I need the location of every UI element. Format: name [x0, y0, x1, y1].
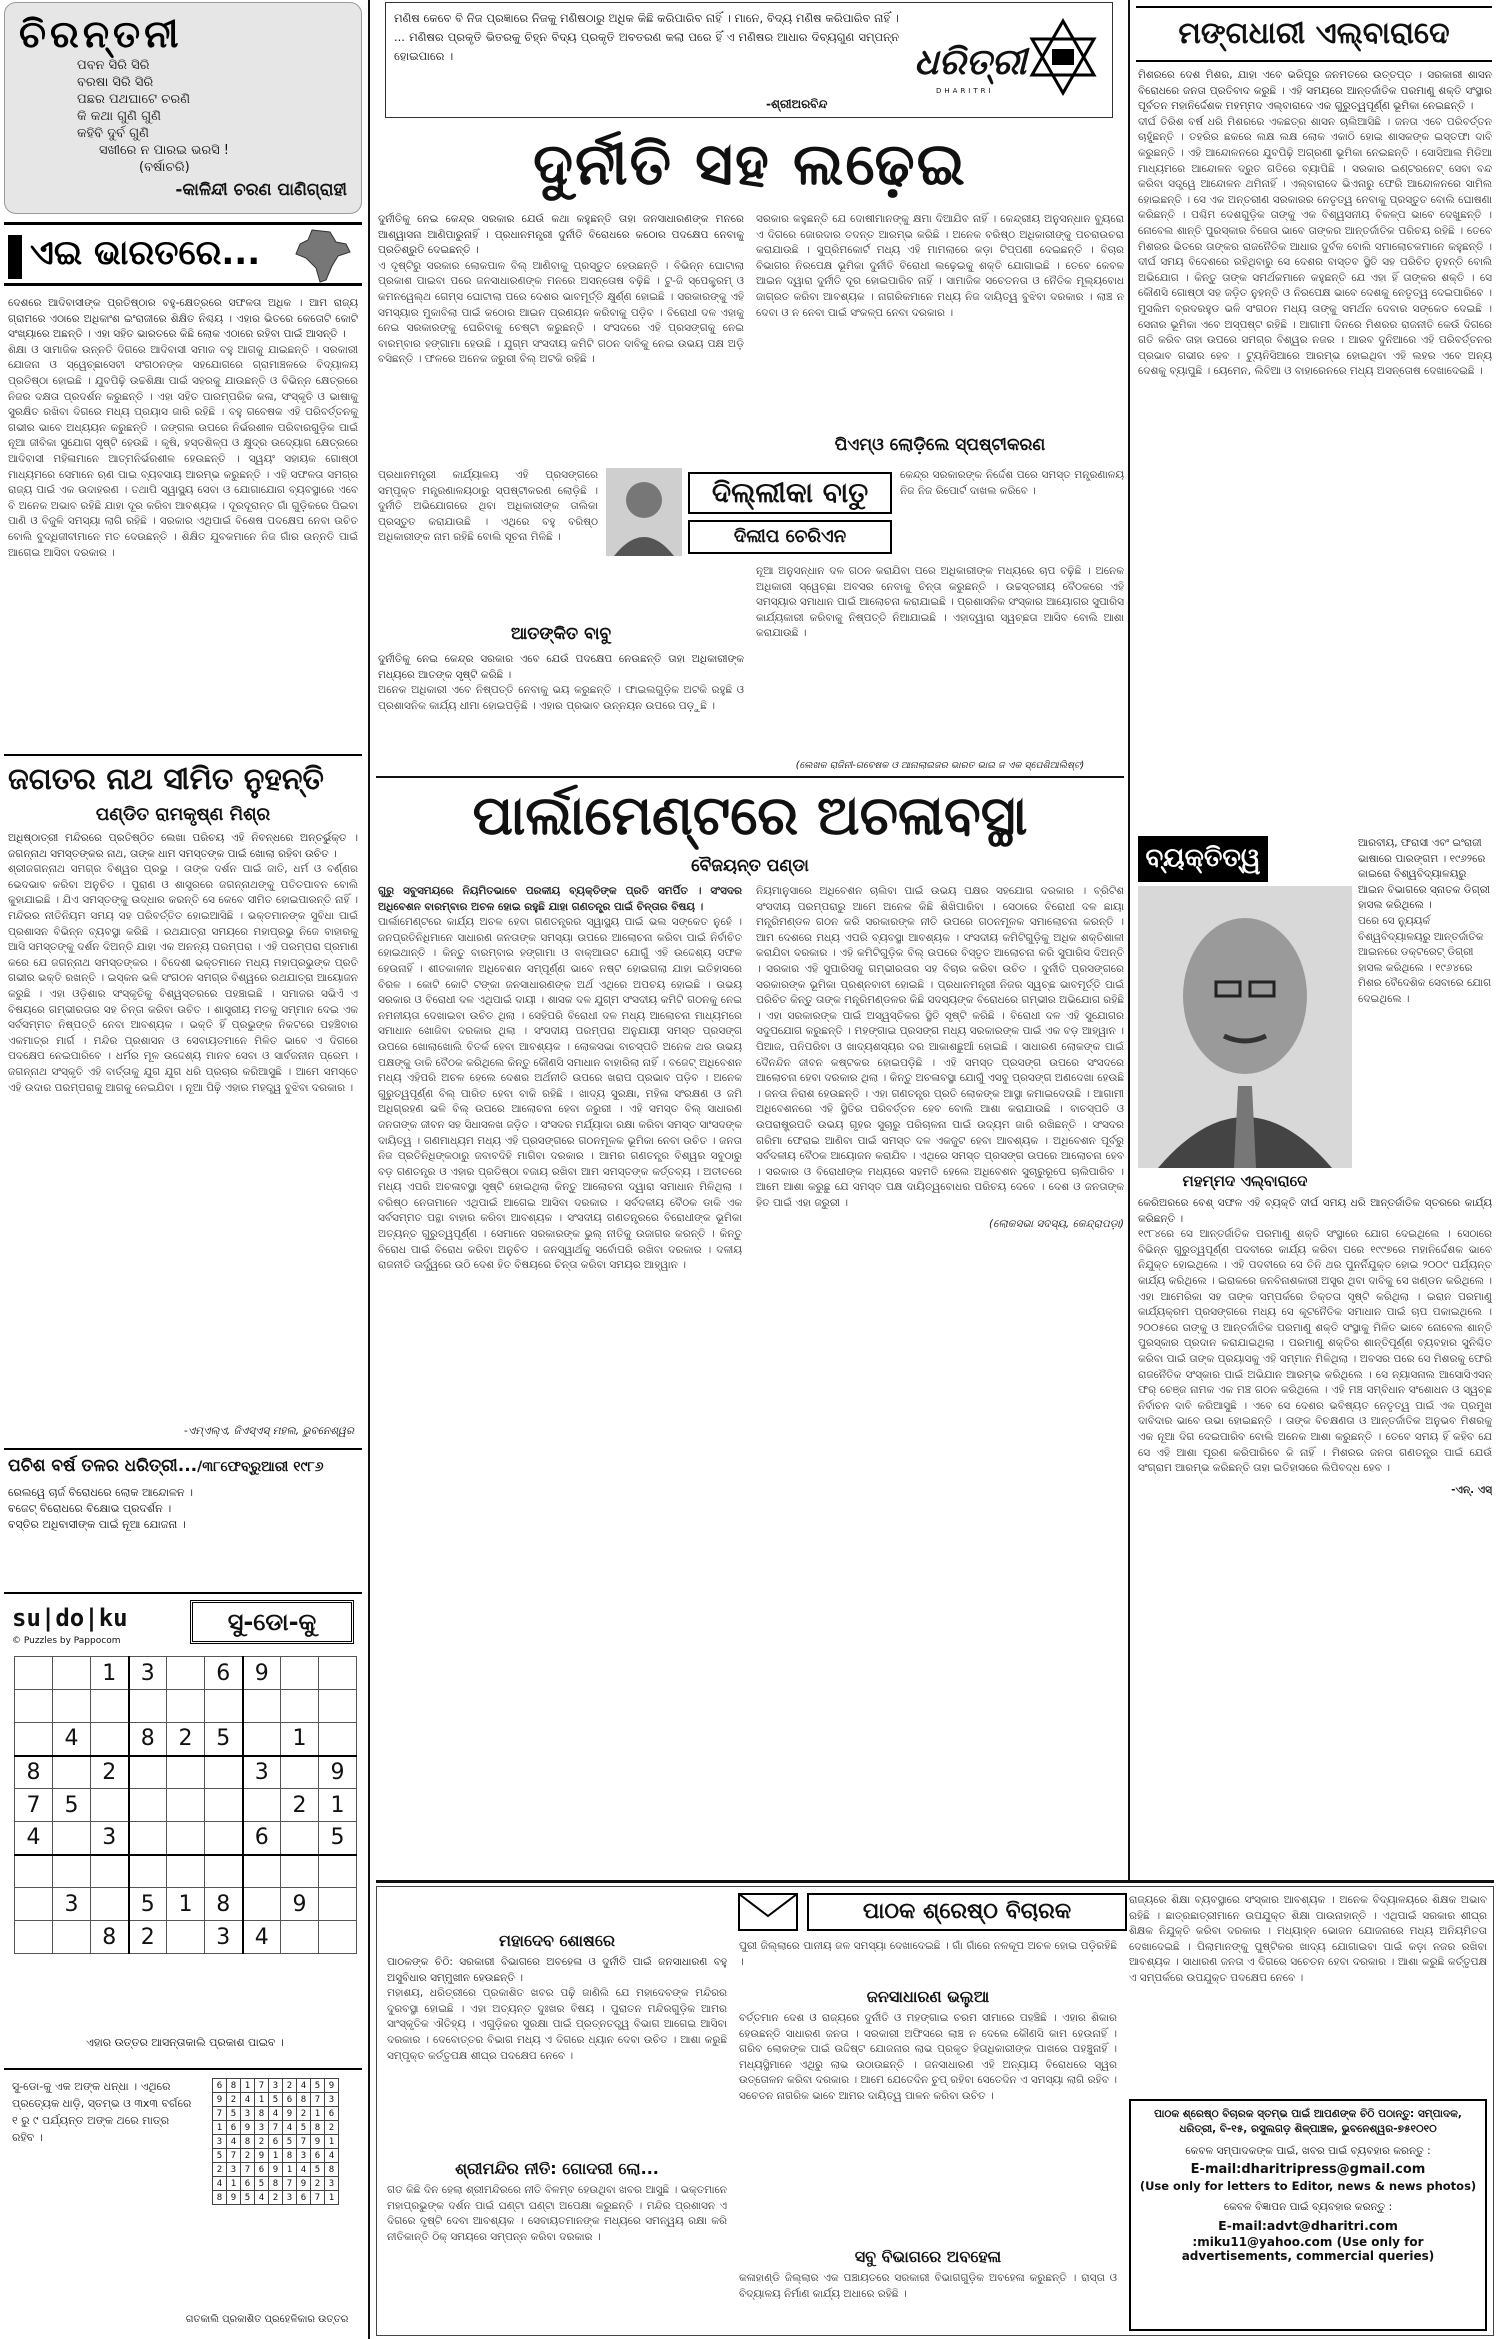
person-label: ବ୍ୟକ୍ତିତ୍ୱ [1145, 843, 1261, 873]
sudoku-cell: 2 [129, 1921, 167, 1954]
paper-sub: DHARITRI [936, 87, 994, 95]
person-side [1358, 836, 1492, 1192]
quote-line: ପବନ ସିରି ସିରି [77, 58, 150, 73]
quote-line: କହିବି ଦୁର୍ବ ଗୁଣି [77, 126, 149, 141]
right-sig: -ଏନ୍. ଏସ୍ [1451, 1483, 1492, 1496]
sudoku-cell [15, 1855, 53, 1888]
sudoku-cell [167, 1657, 205, 1690]
subhead-2 [378, 620, 744, 648]
sudoku-cell: 7 [297, 2135, 311, 2149]
left-section-title: ଏଇ ଭାରତରେ... [30, 233, 261, 273]
filler-text: ଶିକ୍ଷା ଓ ସାମାଜିକ ଉନ୍ନତି ଦିଗରେ ଆଦିବାସୀ ସମାଜ ବହୁ ଆଗକୁ ଯାଇଛନ୍ତି । ସରକାରୀ ଯୋଜନା ଓ ସ୍ୱେଚ୍ଛାସେବୀ ସଂଗଠନଙ୍କ ସହଯୋଗରେ ଗ୍ରାମାଞ୍ଚଳରେ ବିଦ୍ୟାଳୟ ପ୍ରତିଷ୍ଠା ହୋଇଛି । ଯୁବପିଢ଼ି ଉଚ୍ଚଶିକ୍ଷା ପାଇଁ ସହରକୁ ଯାଉଛନ୍ତି ଓ ବିଭିନ୍ନ କ୍ଷେତ୍ରରେ ନିଜର ଦକ୍ଷତା ପ୍ରଦର୍ଶନ କରୁଛନ୍ତି । ଏହା ସହିତ ପାରମ୍ପରିକ କଳା, ସଂସ୍କୃତି ଓ ଭାଷାକୁ ସୁରକ୍ଷିତ ରଖିବା ଦିଗରେ ମଧ୍ୟ ପ୍ରୟାସ ଜାରି ରହିଛି । ବହୁ ଗବେଷକ ଏହି ପରିବର୍ତ୍ତନକୁ ଗଭୀର ଭାବେ ଅଧ୍ୟୟନ କରୁଛନ୍ତି । ଜଙ୍ଗଲ ଉପରେ ନିର୍ଭରଶୀଳ ପରିବାରଗୁଡ଼ିକ ପାଇଁ ନୂଆ ଜୀବିକା ସୁଯୋଗ ସୃଷ୍ଟି ହେଉଛି । କୃଷି, ହସ୍ତଶିଳ୍ପ ଓ କ୍ଷୁଦ୍ର ଉଦ୍ୟୋଗ କ୍ଷେତ୍ରରେ ଆଦିବାସୀ ମହିଳାମାନେ ଆତ୍ମନିର୍ଭରଶୀଳ ହେଉଛନ୍ତି । ସ୍ୱୟଂ ସହାୟକ ଗୋଷ୍ଠୀ ମାଧ୍ୟମରେ ସେମାନେ ଋଣ ପାଇ ବ୍ୟବସାୟ ଆରମ୍ଭ କରୁଛନ୍ତି । ଏହି ସଫଳତା ସମଗ୍ର ରାଜ୍ୟ ପାଇଁ ଏକ ଉଦାହରଣ । ତଥାପି ସ୍ୱାସ୍ଥ୍ୟ ସେବା ଓ ଯୋଗାଯୋଗ ବ୍ୟବସ୍ଥାରେ ଏବେ ବି ଅନେକ ଅଭାବ ରହିଛି ଯାହା ଦୂର କରିବା ଆବଶ୍ୟକ । ଦୂରଦୂରାନ୍ତ ଗାଁ ଗୁଡ଼ିକରେ ପିଇବା ପାଣି ଓ ବିଜୁଳି ସମସ୍ୟା ଲାଗି ରହିଛି । ସରକାର ଏଥିପାଇଁ ବିଶେଷ ପଦକ୍ଷେପ ନେବା ଉଚିତ ବୋଲି ବୁଦ୍ଧିଜୀବୀମାନେ ମତ ଦେଉଛନ୍ତି । ଶିକ୍ଷିତ ଯୁବକମାନେ ନିଜ ଗାଁର ଉନ୍ନତି ପାଇଁ ଆଗେଇ ଆସିବା ଦରକାର । [8, 343, 358, 559]
contact-box [1129, 2099, 1487, 2331]
filler-text: ଶ୍ରୀଜଗନ୍ନାଥ ସମଗ୍ର ବିଶ୍ୱର ପ୍ରଭୁ । ତାଙ୍କ ଦର୍ଶନ ପାଇଁ ଜାତି, ଧର୍ମ ଓ ବର୍ଣ୍ଣର ଭେଦଭାବ କରିବା ଅନୁଚିତ । ପୁରାଣ ଓ ଶାସ୍ତ୍ରରେ ଜଗନ୍ନାଥଙ୍କୁ ପତିତପାବନ ବୋଲି କୁହାଯାଇଛି । ଯିଏ ସମସ୍ତଙ୍କୁ ଉଦ୍ଧାର କରନ୍ତି ସେ କେବେ ସୀମିତ ହୋଇପାରନ୍ତି ନାହିଁ । ମନ୍ଦିରର ନୀତିନିୟମ ସମୟ ସହ ପରିବର୍ତ୍ତିତ ହୋଇଆସିଛି । ଭକ୍ତମାନଙ୍କ ସୁବିଧା ପାଇଁ ପ୍ରଶାସନ ବିଭିନ୍ନ ବ୍ୟବସ୍ଥା କରିଛି । ରଥଯାତ୍ରା ସମୟରେ ମହାପ୍ରଭୁ ନିଜେ ବାହାରକୁ ଆସି ସମସ୍ତଙ୍କୁ ଦର୍ଶନ ଦିଅନ୍ତି ଯାହା ଏକ ଅନନ୍ୟ ପରମ୍ପରା । ଏହି ପରମ୍ପରା ପ୍ରମାଣ କରେ ଯେ ଜଗନ୍ନାଥ ସମସ୍ତଙ୍କର । ବିଦେଶୀ ଭକ୍ତମାନେ ମଧ୍ୟ ମହାପ୍ରଭୁଙ୍କ ପ୍ରତି ଗଭୀର ଭକ୍ତି ରଖନ୍ତି । ଇସ୍କନ ଭଳି ସଂଗଠନ ସମଗ୍ର ବିଶ୍ୱରେ ରଥଯାତ୍ରା ଆୟୋଜନ କରୁଛି । ଏହା ଓଡ଼ିଶାର ସଂସ୍କୃତିକୁ ବିଶ୍ୱସ୍ତରରେ ପହଞ୍ଚାଇଛି । ସମାଜର ସଭିଏଁ ଏ ବିଷୟରେ ଗମ୍ଭୀରତାର ସହ ଚିନ୍ତା କରିବା ଉଚିତ । ଶାସ୍ତ୍ରୀୟ ମତକୁ ସମ୍ମାନ ଦେଇ ଏକ ସର୍ବସମ୍ମତ ନିଷ୍ପତ୍ତି ନେବା ଆବଶ୍ୟକ । ଭକ୍ତି ହିଁ ପ୍ରଭୁଙ୍କ ନିକଟରେ ପହଞ୍ଚିବାର ଏକମାତ୍ର ମାର୍ଗ । ମନ୍ଦିର ପ୍ରଶାସନ ଓ ସେବାୟତମାନେ ମିଳିତ ଭାବେ ଏ ଦିଗରେ ପଦକ୍ଷେପ ନେଇପାରିବେ । ଧର୍ମର ମୂଳ ଉଦ୍ଦେଶ୍ୟ ମାନବ ସେବା ଓ ସାର୍ବଜନୀନ ପ୍ରେମ । ଜଗନ୍ନାଥ ସଂସ୍କୃତି ଏହି ବାର୍ତ୍ତାକୁ ଯୁଗ ଯୁଗ ଧରି ପ୍ରଚାର କରିଆସୁଛି । ଆମେ ସମସ୍ତେ ଏହି ଉଦାର ପରମ୍ପରାକୁ ଆଗକୁ ନେଇଯିବା । ନୂଆ ପିଢ଼ି ଏହାର ମହତ୍ତ୍ୱ ବୁଝିବା ଦରକାର । [8, 863, 358, 1094]
center-col-5 [378, 652, 744, 762]
sudoku-cell: 1 [269, 2149, 283, 2163]
sudoku-cell: 1 [325, 2191, 339, 2205]
sudoku-cell: 3 [205, 1921, 243, 1954]
letters-header [737, 1889, 1137, 1935]
letter-3-body-2 [739, 2011, 1117, 2241]
paper-name: ଧରିତ୍ରୀ [914, 41, 1027, 83]
right-body-lower-text: କେରିଅରରେ ବେଶ୍ ସଫଳ ଏହି ବ୍ୟକ୍ତି ଦୀର୍ଘ ସମୟ ଧରି ଆନ୍ତର୍ଜାତିକ ସ୍ତରରେ କାର୍ଯ୍ୟ କରିଛନ୍ତି । [1138, 1197, 1492, 1225]
sudoku-cell: 9 [241, 2121, 255, 2135]
right-body [1138, 68, 1492, 828]
sudoku-cell: 3 [227, 2163, 241, 2177]
sudoku-cell: 6 [269, 2135, 283, 2149]
sudoku-cell [281, 1756, 319, 1789]
sudoku-cell [243, 1789, 281, 1822]
body-2-text: ଗୁରୁ ସବୁସମୟରେ ନିୟମିତଭାବେ ପରକୀୟ ବ୍ୟକ୍ତିଙ୍କ ପ୍ରତି ସମର୍ପିତ । ସଂସଦର ଅଧିବେଶନ ବାରମ୍ବାର ଅଚଳ ହୋଇ ରହୁଛି ଯାହା ଗଣତନ୍ତ୍ର ପାଇଁ ଚିନ୍ତାର ବିଷୟ । [378, 885, 742, 913]
sudoku-cell: 9 [325, 2079, 339, 2093]
headline-1-text: ଦୁର୍ନୀତି ସହ ଲଢ଼େଇ [533, 130, 967, 198]
filler-text: ଅନେକ ଅଧିକାରୀ ଏବେ ନିଷ୍ପତ୍ତି ନେବାକୁ ଭୟ କରୁଛନ୍ତି । ଫାଇଲଗୁଡ଼ିକ ଅଟକି ରହୁଛି ଓ ପ୍ରଶାସନିକ କାର୍ଯ୍ୟ ଧୀମା ହୋଇପଡ଼ିଛି । ଏହାର ପ୍ରଭାବ ଉନ୍ନୟନ ଉପରେ ପଡ଼ୁଛି । [378, 684, 744, 712]
filler-text: ରାଜ୍ୟରେ ଶିକ୍ଷା ବ୍ୟବସ୍ଥାରେ ସଂସ୍କାର ଆବଶ୍ୟକ । ଅନେକ ବିଦ୍ୟାଳୟରେ ଶିକ୍ଷକ ଅଭାବ ରହିଛି । ଛାତ୍ରଛାତ୍ରୀମାନେ ଉପଯୁକ୍ତ ଶିକ୍ଷା ପାଉନାହାନ୍ତି । ଏଥିପାଇଁ ସରକାର ଶୀଘ୍ର ଶିକ୍ଷକ ନିଯୁକ୍ତି କରିବା ଦରକାର । ମଧ୍ୟାହ୍ନ ଭୋଜନ ଯୋଜନାରେ ମଧ୍ୟ ଅନିୟମିତତା ଦେଖାଦେଇଛି । ପିଲାମାନଙ୍କୁ ପୁଷ୍ଟିକର ଖାଦ୍ୟ ଯୋଗାଇବା ପାଇଁ କଡ଼ା ନଜର ରଖିବା ଆବଶ୍ୟକ । ସାଧାରଣ ଜନତା ଏ ଦିଗରେ ସଚେତନ ହେବା ଦରକାର । ଆଶା କରୁଛି କର୍ତ୍ତୃପକ୍ଷ ଏ ସମ୍ପର୍କରେ ଉପଯୁକ୍ତ ପଦକ୍ଷେପ ନେବେ । [1129, 1894, 1487, 1984]
letters-section [376, 1886, 1494, 2336]
sudoku-cell: 1 [281, 1723, 319, 1756]
contact-email-1[interactable]: E-mail:dharitripress@gmail.com [1190, 2162, 1426, 2177]
column-rule [1128, 0, 1130, 1880]
sudoku-cell: 7 [311, 2191, 325, 2205]
column-title: ଦିଲ୍ଲୀକା ବାତୁ [688, 472, 892, 514]
sudoku-solution-grid [212, 2078, 339, 2205]
sudoku-cell: 2 [297, 2107, 311, 2121]
left-article-1-text: ଦେଶରେ ଆଦିବାସୀଙ୍କ ପ୍ରତିଷ୍ଠାର ବହୁ-କ୍ଷେତ୍ରରେ ସଫଳତା ଅଧିକ । ଆମ ରାଜ୍ୟ ଗ୍ରାମରେ ଏଠାରେ ଅଧିକାଂଶ ଇଂରାଜୀରେ ଶିକ୍ଷିତ ନିଶ୍ଚୟ । ଏହାର ଭିତରେ କେତୋଟି କୋଟି ସଂଖ୍ୟାରେ ଅଛନ୍ତି । ଏହା ସହିତ ଭାରତରେ କିଛି ଲୋକ ଏଠାରେ ରହିବା ପାଇଁ ଆସନ୍ତି । [8, 297, 358, 341]
letter-2-title: ଶ୍ରୀମନ୍ଦିର ନୀତି: ଗୋଦରୀ ଲୋ... [455, 2159, 659, 2178]
quote-line: ସଖୀରେ ନ ପାରଇ ଭରସି ! [99, 143, 230, 158]
letter-2-body [387, 2183, 727, 2331]
sudoku-cell: 5 [311, 2079, 325, 2093]
sudoku-cell: 7 [269, 2121, 283, 2135]
filler-text: ନିୟମାନୁସାରେ ଅଧିବେଶନ ଚାଲିବା ପାଇଁ ଉଭୟ ପକ୍ଷର ସହଯୋଗ ଦରକାର । ବ୍ରିଟିଶ ସଂସଦୀୟ ପରମ୍ପରାରୁ ଆମେ ଅନେକ କିଛି ଶିଖିପାରିବା । ସେଠାରେ ବିରୋଧୀ ଦଳ ଛାୟା ମନ୍ତ୍ରିମଣ୍ଡଳ ଗଠନ କରି ସରକାରଙ୍କ ନୀତି ଉପରେ ଗଠନମୂଳକ ସମାଲୋଚନା କରନ୍ତି । ଆମ ଦେଶରେ ମଧ୍ୟ ଏପରି ବ୍ୟବସ୍ଥା ଆବଶ୍ୟକ । ସଂସଦୀୟ କମିଟିଗୁଡ଼ିକୁ ଅଧିକ ଶକ୍ତିଶାଳୀ କରାଯିବା ଦରକାର । ଏହି କମିଟିଗୁଡ଼ିକ ବିଲ୍ ଉପରେ ବିସ୍ତୃତ ଆଲୋଚନା କରି ସୁପାରିସ ଦିଅନ୍ତି । ସରକାର ଏହି ସୁପାରିସକୁ ଗମ୍ଭୀରତାର ସହ ବିଚାର କରିବା ଉଚିତ । ଦୁର୍ନୀତି ପ୍ରସଙ୍ଗରେ ସରକାରଙ୍କ ଭୂମିକା ପ୍ରଶ୍ନବାଚୀ ହୋଇଛି । ପ୍ରଧାନମନ୍ତ୍ରୀ ନିଜର ସ୍ୱଚ୍ଛ ଭାବମୂର୍ତ୍ତି ପାଇଁ ପରିଚିତ କିନ୍ତୁ ତାଙ୍କ ମନ୍ତ୍ରିମଣ୍ଡଳର କିଛି ସଦସ୍ୟଙ୍କ ବିରୋଧରେ ଗମ୍ଭୀର ଅଭିଯୋଗ ରହିଛି । ଏହା ସରକାରଙ୍କ ପାଇଁ ଅସ୍ୱସ୍ତିକର ସ୍ଥିତି ସୃଷ୍ଟି କରିଛି । ବିରୋଧୀ ଦଳ ଏହି ସୁଯୋଗର ସଦୁପଯୋଗ କରୁଛନ୍ତି । ମହଙ୍ଗାଇ ପ୍ରସଙ୍ଗ ମଧ୍ୟ ସରକାରଙ୍କ ପାଇଁ ଏକ ବଡ଼ ଆହ୍ୱାନ । ପିଆଜ, ପନିପରିବା ଓ ଖାଦ୍ୟଶସ୍ୟର ଦର ଆକାଶଛୁଆଁ ହୋଇଛି । ସାଧାରଣ ଲୋକଙ୍କ ପାଇଁ ଦୈନନ୍ଦିନ ଜୀବନ କଷ୍ଟକର ହୋଇପଡ଼ିଛି । ଏହି ସମସ୍ତ ପ୍ରସଙ୍ଗ ଉପରେ ସଂସଦରେ ଆଲୋଚନା ହେବା ଦରକାର ଥିଲା । କିନ୍ତୁ ଅଚଳାବସ୍ଥା ଯୋଗୁଁ ଏସବୁ ପ୍ରସଙ୍ଗ ଅଣଦେଖା ହେଉଛି । ଜନତା ନିରାଶ ହେଉଛନ୍ତି । ଏହା ଗଣତନ୍ତ୍ର ପ୍ରତି ଲୋକଙ୍କ ଆସ୍ଥା କମାଇଦେଉଛି । ଆଗାମୀ ଅଧିବେଶନରେ ଏହି ସ୍ଥିତିର ପରିବର୍ତ୍ତନ ହେବ ବୋଲି ଆଶା କରାଯାଉଛି । ବାଚସ୍ପତି ଓ ଉପରାଷ୍ଟ୍ରପତି ଉଭୟ ଗୃହର ସୁଚାରୁ ପରିଚାଳନା ପାଇଁ ଉଦ୍ୟମ ଜାରି ରଖିଛନ୍ତି । ସଂସଦର ଗରିମା ଫେରାଇ ଆଣିବା ପାଇଁ ସମସ୍ତ ଦଳ ଏକଜୁଟ ହେବା ଆବଶ୍ୟକ । ଅଧିବେଶନ ପୂର୍ବରୁ ସର୍ବଦଳୀୟ ବୈଠକ ଆୟୋଜନ କରାଯିବ । ଏଥିରେ ସମସ୍ତ ପ୍ରସଙ୍ଗ ଉପରେ ଆଲୋଚନା ହେବ । ସରକାର ଓ ବିରୋଧୀଙ୍କ ମଧ୍ୟରେ ସହମତି ହେଲେ ଅଧିବେଶନ ସୁଚାରୁରୂପେ ଚାଲିପାରିବ । ଆମେ ଆଶା କରୁଛୁ ଯେ ସମସ୍ତ ପକ୍ଷ ଦାୟିତ୍ୱବୋଧର ପରିଚୟ ଦେବେ । ଦେଶ ଓ ଜନତାଙ୍କ ହିତ ପାଇଁ ଏହା ଜରୁରୀ । [756, 885, 1124, 1209]
sudoku-cell [167, 1789, 205, 1822]
sudoku-cell: 3 [241, 2107, 255, 2121]
sudoku-cell [167, 1921, 205, 1954]
person-name: ମହମ୍ମଦ ଏଲ୍‌ବାରାଦେ [1182, 1172, 1308, 1190]
sudoku-cell: 7 [255, 2079, 269, 2093]
letters-text: ପାଠକଙ୍କ ଚିଠି: ସରକାରୀ ବିଭାଗରେ ଅବହେଳା ଓ ଦୁର୍ନୀତି ପାଇଁ ଜନସାଧାରଣ ବହୁ ଅସୁବିଧାର ସମ୍ମୁଖୀନ ହେଉଛନ୍ତି । [387, 1956, 727, 1984]
section-rule [376, 776, 1124, 778]
sudoku-cell: 6 [297, 2191, 311, 2205]
sudoku-cell: 8 [311, 2121, 325, 2135]
sudoku-cell [129, 1855, 167, 1888]
filler-text: ଏ ଦୃଷ୍ଟିରୁ ସରକାର ଲୋକପାଳ ବିଲ୍ ଆଣିବାକୁ ପ୍ରସ୍ତୁତ ହେଉଛନ୍ତି । ବିଭିନ୍ନ ଘୋଟାଲା ପ୍ରକାଶ ପାଇବା ପରେ ଜନସାଧାରଣଙ୍କ ମନରେ ଅସନ୍ତୋଷ ବଢ଼ିଛି । ଟୁ-ଜି ସ୍ପେକ୍ଟ୍ରମ୍ ଓ କମନୱେଲ୍‌ଥ ଗେମ୍ସ ଘୋଟାଲା ପରେ ଦେଶର ଭାବମୂର୍ତ୍ତି କ୍ଷୁର୍ଣ୍ଣ ହୋଇଛି । ସରକାରଙ୍କୁ ଏହି ସମସ୍ୟାର ମୁକାବିଲା ପାଇଁ କଠୋର ଆଇନ ପ୍ରଣୟନ କରିବାକୁ ପଡ଼ିବ । ବିରୋଧୀ ଦଳ ଏହାକୁ ନେଇ ସରକାରଙ୍କୁ ଘେରିବାକୁ ଚେଷ୍ଟା କରୁଛନ୍ତି । ସଂସଦରେ ଏହି ପ୍ରସଙ୍ଗକୁ ନେଇ ବାରମ୍ବାର ହଙ୍ଗାମା ହେଉଛି । ଯୁଗ୍ମ ସଂସଦୀୟ କମିଟି ଗଠନ ଦାବିକୁ ନେଇ ଉଭୟ ପକ୍ଷ ଅଡ଼ି ବସିଛନ୍ତି । ଫଳରେ ଅନେକ ଜରୁରୀ ବିଲ୍ ଅଟକି ରହିଛି । [378, 259, 744, 366]
sudoku-cell [53, 1690, 91, 1723]
sudoku-cell: 4 [243, 1921, 281, 1954]
sudoku-cell: 9 [283, 2107, 297, 2121]
right-body-lower [1138, 1196, 1492, 1856]
sudoku-cell: 2 [227, 2093, 241, 2107]
sudoku-cell [91, 1690, 129, 1723]
sudoku-cell: 6 [283, 2093, 297, 2107]
letters-title: ପାଠକ ଶ୍ରେଷ୍ଠ ବିଚାରକ [807, 1893, 1127, 1931]
sudoku-cell: 9 [311, 2135, 325, 2149]
center-col-4 [900, 468, 1124, 558]
sudoku-cell [319, 1888, 357, 1921]
left-article-2-sig: -ଏମ୍‌ଏଲ୍‌ଏ, ଜିଏସ୍‌ଏସ୍ ମହଲ, ଭୁବନେଶ୍ୱର [183, 1425, 354, 1437]
sudoku-cell: 2 [283, 2079, 297, 2093]
sudoku-cell: 1 [227, 2177, 241, 2191]
filler-text: ପୁରୀ ଜିଲ୍ଲାରେ ପାନୀୟ ଜଳ ସମସ୍ୟା ଦେଖାଦେଇଛି । ଗାଁ ଗାଁରେ ନଳକୂପ ଅଚଳ ହୋଇ ପଡ଼ିରହିଛି । [739, 1940, 1117, 1968]
filler-text: ବର୍ତ୍ତମାନ ଦେଶ ଓ ରାଜ୍ୟରେ ଦୁର୍ନୀତି ଓ ମହଙ୍ଗାଇ ଚରମ ସୀମାରେ ପହଞ୍ଚିଛି । ଏହାର ଶିକାର ହେଉଛନ୍ତି ସାଧାରଣ ଜନତା । ସରକାରୀ ଅଫିସରେ ଲାଞ୍ଚ ନ ଦେଲେ କୌଣସି କାମ ହେଉନାହିଁ । ଗରିବ ଲୋକଙ୍କ ପାଇଁ ଉଦ୍ଦିଷ୍ଟ ଯୋଜନାର ଲାଭ ପ୍ରକୃତ ହିତାଧିକାରୀଙ୍କ ପାଖରେ ପହଞ୍ଚୁନାହିଁ । ମଧ୍ୟସ୍ଥିମାନେ ଏଥିରୁ ଲାଭ ଉଠାଉଛନ୍ତି । ଜନସାଧାରଣ ଏହି ଅନ୍ୟାୟ ବିରୋଧରେ ସ୍ୱର ଉତ୍ତୋଳନ କରିବା ଦରକାର । ଆମେ ଯେତେଦିନ ଚୁପ୍ ରହିବା ସେତେଦିନ ଏ ସମସ୍ୟା ଲାଗି ରହିବ । ସଚେତନ ନାଗରିକ ଭାବେ ଆମର ଦାୟିତ୍ୱ ପାଳନ କରିବା ଉଚିତ । [739, 2012, 1117, 2102]
sudoku-cell: 5 [129, 1888, 167, 1921]
sudoku-credit: © Puzzles by Pappocom [12, 1636, 121, 1646]
headline-2-text: ପାର୍ଲାମେଣ୍ଟରେ ଅଚଳାବସ୍ଥା [472, 784, 1028, 847]
sudoku-cell: 2 [91, 1756, 129, 1789]
envelope-icon [737, 1892, 799, 1932]
contact-email-1-note: (Use only for letters to Editor, news & news photos) [1139, 2179, 1477, 2193]
quote-line: ପଛର ପଥଘାଟେ ଚରଣି [77, 92, 191, 107]
byline-2: ବୈଜୟନ୍ତ ପଣ୍ଡା [691, 856, 809, 876]
sudoku-cell: 9 [281, 1888, 319, 1921]
sudoku-cell: 5 [269, 2093, 283, 2107]
sudoku-cell [319, 1855, 357, 1888]
sudoku-cell [91, 1723, 129, 1756]
sudoku-cell: 8 [283, 2149, 297, 2163]
sudoku-cell [205, 1855, 243, 1888]
center-col-8 [756, 884, 1124, 1854]
sudoku-cell: 9 [255, 2149, 269, 2163]
sudoku-cell: 4 [297, 2163, 311, 2177]
sudoku-cell: 7 [15, 1789, 53, 1822]
sudoku-cell: 7 [241, 2163, 255, 2177]
person-photo [1138, 886, 1352, 1168]
contact-mail-label: କେବଳ ସମ୍ପାଦକଙ୍କ ପାଇଁ, ଖବର ପାଇଁ ବ୍ୟବହାର କରନ୍ତୁ : [1185, 2145, 1431, 2157]
sudoku-cell [281, 1822, 319, 1855]
filler-text: ଦୀର୍ଘ ତିରିଶ ବର୍ଷ ଧରି ମିଶରରେ ଏକଛତ୍ର ଶାସନ ଚାଲିଆସିଛି । ଜନତା ଏବେ ପରିବର୍ତ୍ତନ ଚାହୁଁଛନ୍ତି । ତହରିର ଛକରେ ଲକ୍ଷ ଲକ୍ଷ ଲୋକ ଏକାଠି ହୋଇ ଶାସକଙ୍କ ଇସ୍ତଫା ଦାବି କରୁଛନ୍ତି । ଏହି ଆନ୍ଦୋଳନରେ ଯୁବପିଢ଼ି ଅଗ୍ରଣୀ ଭୂମିକା ନେଇଛନ୍ତି । ସୋସିଆଲ ମିଡିଆ ମାଧ୍ୟମରେ ଆନ୍ଦୋଳନ ଦ୍ରୁତ ଗତିରେ ବ୍ୟାପିଛି । ସରକାର ଇଣ୍ଟରନେଟ୍ ସେବା ବନ୍ଦ କରିବା ସତ୍ତ୍ୱେ ଆନ୍ଦୋଳନ ଥମିନାହିଁ । ଏଲ୍‌ବାରାଦେ ଭିଏନାରୁ ଫେରି ଆନ୍ଦୋଳନରେ ସାମିଲ ହୋଇଛନ୍ତି । ସେ ଏକ ଅନ୍ତରୀଣ ସରକାରର ନେତୃତ୍ୱ ନେବାକୁ ପ୍ରସ୍ତୁତ ବୋଲି ଘୋଷଣା କରିଛନ୍ତି । ପଶ୍ଚିମ ଦେଶଗୁଡ଼ିକ ତାଙ୍କୁ ଏକ ବିଶ୍ୱସନୀୟ ବିକଳ୍ପ ଭାବେ ଦେଖୁଛନ୍ତି । ନୋବେଲ ଶାନ୍ତି ପୁରସ୍କାର ବିଜେତା ଭାବେ ତାଙ୍କର ଆନ୍ତର୍ଜାତିକ ପରିଚୟ ରହିଛି । ତେବେ ମିଶରର ଭିତରେ ତାଙ୍କର ରାଜନୈତିକ ଆଧାର ଦୁର୍ବଳ ବୋଲି ସମାଲୋଚକମାନେ କହୁଛନ୍ତି । ଦୀର୍ଘ ସମୟ ବିଦେଶରେ ରହିଥିବାରୁ ସେ ଦେଶର ବାସ୍ତବ ସ୍ଥିତି ସହ ପରିଚିତ ନୁହନ୍ତି ବୋଲି ଅଭିଯୋଗ । କିନ୍ତୁ ତାଙ୍କ ସମର୍ଥକମାନେ କହୁଛନ୍ତି ଯେ ଏହା ହିଁ ତାଙ୍କର ଶକ୍ତି । ସେ କୌଣସି ଗୋଷ୍ଠୀ ସହ ଜଡ଼ିତ ନୁହନ୍ତି ଓ ନିରପେକ୍ଷ ଭାବେ ଦେଶକୁ ନେତୃତ୍ୱ ଦେଇପାରିବେ । ମୁସଲିମ ବ୍ରଦରହୁଡ ଭଳି ସଂଗଠନ ମଧ୍ୟ ତାଙ୍କୁ ସମର୍ଥନ ଦେବାର ସଙ୍କେତ ଦେଇଛି । ସେନାର ଭୂମିକା ଏବେ ଅସ୍ପଷ୍ଟ ରହିଛି । ଆଗାମୀ ଦିନରେ ମିଶରର ରାଜନୀତି କେଉଁ ଦିଗରେ ଗତି କରିବ ତାହା ଉପରେ ସମଗ୍ର ବିଶ୍ୱର ନଜର । ଆରବ ଦୁନିଆରେ ଏହି ପରିବର୍ତ୍ତନର ପ୍ରଭାବ ଗଭୀର ହେବ । ଟ୍ୟୁନିସିଆରେ ଆରମ୍ଭ ହୋଇଥିବା ଏହି ଲହର ଏବେ ଅନ୍ୟ ଦେଶକୁ ବ୍ୟାପୁଛି । ୟେମେନ, ଲିବିଆ ଓ ବାହାରେନରେ ମଧ୍ୟ ଅସନ୍ତୋଷ ଦେଖାଦେଇଛି । [1138, 115, 1492, 378]
sudoku-cell: 4 [53, 1723, 91, 1756]
sudoku-cell: 8 [213, 2191, 227, 2205]
star-emblem-icon [1028, 17, 1098, 97]
sudoku-cell: 1 [319, 1789, 357, 1822]
sudoku-cell: 8 [129, 1723, 167, 1756]
letter-4-body [739, 2271, 1117, 2331]
sudoku-cell: 1 [255, 2093, 269, 2107]
sudoku-rules: ସୁ-ଡୋ-କୁ ଏକ ଅଙ୍କ ଧନ୍ଧା । ଏଥିରେ ପ୍ରତ୍ୟେକ ଧାଡ଼ି, ସ୍ତମ୍ଭ ଓ ୩x୩ ବର୍ଗରେ ୧ ରୁ ୯ ପର୍ଯ୍ୟନ୍ତ ଅଙ୍କ ଥରେ ମାତ୍ର ରହିବ । [12, 2080, 192, 2144]
column-badge [606, 468, 894, 558]
letter-3-title: ଜନସାଧାରଣ ଭଲୁଆ [866, 1987, 990, 2006]
sudoku-cell: 7 [283, 2177, 297, 2191]
history-header [8, 1454, 358, 1479]
sudoku-cell: 9 [213, 2093, 227, 2107]
quote-author: -କାଳିନ୍ଦୀ ଚରଣ ପାଣିଗ୍ରାହୀ [175, 180, 347, 200]
left-article-2-text: ଅଧିଷ୍ଠାତ୍ରୀ ମନ୍ଦିରରେ ପ୍ରତିଷ୍ଠିତ ଲେଖା ପରିଚୟ ଏହି ନିବନ୍ଧରେ ଅନ୍ତର୍ଭୁକ୍ତ । ଜଗନ୍ନାଥ ସମସ୍ତଙ୍କର ନାଥ, ତାଙ୍କ ଧାମ ସମସ୍ତଙ୍କ ପାଇଁ ଖୋଲା ରହିବା ଉଚିତ । [8, 832, 358, 860]
sudoku-cell: 7 [311, 2093, 325, 2107]
sudoku-cell: 9 [269, 2163, 283, 2177]
headline-2 [376, 780, 1124, 854]
sudoku-cell: 5 [213, 2149, 227, 2163]
sudoku-cell: 8 [241, 2135, 255, 2149]
sudoku-cell: 3 [325, 2093, 339, 2107]
sudoku-cell [15, 1690, 53, 1723]
sudoku-cell: 8 [297, 2093, 311, 2107]
sudoku-cell: 4 [283, 2121, 297, 2135]
contact-intro: ପାଠକ ଶ୍ରେଷ୍ଠ ବିଚାରକ ସ୍ତମ୍ଭ ପାଇଁ ଆପଣଙ୍କ ଚିଠି ପଠାନ୍ତୁ: ସମ୍ପାଦକ, ଧରିତ୍ରୀ, ବି-୧୫, ରସୁଲଗଡ଼ ଶିଳ୍ପାଞ୍ଚଳ, ଭୁବନେଶ୍ୱର-୭୫୧୦୧୦ [1154, 2108, 1462, 2135]
subhead-1 [756, 430, 1124, 460]
sudoku-cell [15, 1723, 53, 1756]
columnist-photo [606, 468, 682, 556]
sudoku-cell [281, 1921, 319, 1954]
sudoku-cell: 5 [319, 1822, 357, 1855]
sudoku-cell: 5 [205, 1723, 243, 1756]
sudoku-cell [167, 1822, 205, 1855]
sudoku-cell [205, 1789, 243, 1822]
sudoku-cell [205, 1690, 243, 1723]
sudoku-cell: 3 [213, 2135, 227, 2149]
sudoku-cell: 8 [269, 2177, 283, 2191]
sudoku-cell: 5 [255, 2177, 269, 2191]
sudoku-cell: 4 [269, 2107, 283, 2121]
letter-3-body [739, 1939, 1117, 1985]
sudoku-cell [91, 1855, 129, 1888]
center-col-2 [756, 212, 1124, 462]
sudoku-grid [14, 1656, 357, 1954]
filler-text: ପାର୍ଲାମେଣ୍ଟରେ କାର୍ଯ୍ୟ ଅଚଳ ହେବା ଗଣତନ୍ତ୍ରର ସ୍ୱାସ୍ଥ୍ୟ ପାଇଁ ଭଲ ସଙ୍କେତ ନୁହେଁ । ଜନପ୍ରତିନିଧିମାନେ ସାଧାରଣ ଜନତାଙ୍କ ସମସ୍ୟା ଉପରେ ଆଲୋଚନା କରିବା ପାଇଁ ନିର୍ବାଚିତ ହୋଇଥାନ୍ତି । କିନ୍ତୁ ବାରମ୍ବାର ହଙ୍ଗାମା ଓ ବାକ୍‌ଆଉଟ ଯୋଗୁଁ ଏହି ଉଦ୍ଦେଶ୍ୟ ସଫଳ ହେଉନାହିଁ । ଶୀତକାଳୀନ ଅଧିବେଶନ ସମ୍ପୂର୍ଣ୍ଣ ଭାବେ ନଷ୍ଟ ହୋଇଗଲା ଯାହା ଇତିହାସରେ ବିରଳ । କୋଟି କୋଟି ଟଙ୍କା ଜନସାଧାରଣଙ୍କ ଅର୍ଥ ଏଥିରେ ଅପଚୟ ହୋଇଛି । ଉଭୟ ସରକାର ଓ ବିରୋଧୀ ଦଳ ଏଥିପାଇଁ ଦାୟୀ । ଶାସକ ଦଳ ଯୁଗ୍ମ ସଂସଦୀୟ କମିଟି ଗଠନକୁ ନେଇ ନମନୀୟତା ଦେଖାଇବା ଉଚିତ ଥିଲା । ସେହିପରି ବିରୋଧୀ ଦଳ ମଧ୍ୟ ଆଲୋଚନା ମାଧ୍ୟମରେ ସମାଧାନ ଖୋଜିବା ଦରକାର ଥିଲା । ସଂସଦୀୟ ପରମ୍ପରା ଅନୁଯାୟୀ ସମସ୍ତ ପ୍ରସଙ୍ଗ ଉପରେ ଖୋଲାଖୋଲି ବିତର୍କ ହେବା ଆବଶ୍ୟକ । ଲୋକସଭା ବାଚସ୍ପତି ଅନେକ ଥର ଉଭୟ ପକ୍ଷଙ୍କୁ ଡାକି ବୈଠକ କରିଥିଲେ କିନ୍ତୁ କୌଣସି ସମାଧାନ ବାହାରିଲା ନାହିଁ । ବଜେଟ୍ ଅଧିବେଶନ ମଧ୍ୟ ଏହିପରି ଅଚଳ ହେଲେ ଦେଶର ଅର୍ଥନୀତି ଉପରେ ଖରାପ ପ୍ରଭାବ ପଡ଼ିବ । ଅନେକ ଗୁରୁତ୍ୱପୂର୍ଣ୍ଣ ବିଲ୍ ପାରିତ ହେବା ବାକି ରହିଛି । ଖାଦ୍ୟ ସୁରକ୍ଷା, ମହିଳା ସଂରକ୍ଷଣ ଓ ଜମି ଅଧିଗ୍ରହଣ ଭଳି ବିଲ୍ ଉପରେ ଆଲୋଚନା ହେବା ଜରୁରୀ । ଏହି ସମସ୍ତ ବିଲ୍ ସାଧାରଣ ଜନତାଙ୍କ ଜୀବନ ସହ ସିଧାସଳଖ ଜଡ଼ିତ । ସଂସଦର ମର୍ଯ୍ୟାଦା ରକ୍ଷା କରିବା ସମସ୍ତ ସାଂସଦଙ୍କ ଦାୟିତ୍ୱ । ଗଣମାଧ୍ୟମ ମଧ୍ୟ ଏହି ପ୍ରସଙ୍ଗରେ ଗଠନମୂଳକ ଭୂମିକା ନେବା ଉଚିତ । ଜନତା ନିଜ ପ୍ରତିନିଧିଙ୍କଠାରୁ ଜବାବଦିହି ମାଗିବା ଦରକାର । ଆମର ଗଣତନ୍ତ୍ର ବିଶ୍ୱର ସବୁଠାରୁ ବଡ଼ ଗଣତନ୍ତ୍ର ଓ ଏହାର ପ୍ରତିଷ୍ଠା ବଜାୟ ରଖିବା ଆମ ସମସ୍ତଙ୍କ କର୍ତ୍ତବ୍ୟ । ଅତୀତରେ ମଧ୍ୟ ଏପରି ଅଚଳାବସ୍ଥା ସୃଷ୍ଟି ହୋଇଥିଲା କିନ୍ତୁ ଆଲୋଚନା ଦ୍ୱାରା ସମାଧାନ ମିଳିଥିଲା । ବରିଷ୍ଠ ନେତାମାନେ ଏଥିପାଇଁ ଆଗେଇ ଆସିବା ଦରକାର । ସର୍ବଦଳୀୟ ବୈଠକ ଡାକି ଏକ ସର୍ବସମ୍ମତ ପନ୍ଥା ବାହାର କରିବା ଆବଶ୍ୟକ । ସଂସଦୀୟ ଗଣତନ୍ତ୍ରରେ ବିରୋଧୀଙ୍କ ଭୂମିକା ଅତ୍ୟନ୍ତ ଗୁରୁତ୍ୱପୂର୍ଣ୍ଣ । ସେମାନେ ସରକାରଙ୍କ ଭୁଲ୍ ନୀତିକୁ ଉଜାଗର କରନ୍ତି । କିନ୍ତୁ ବିରୋଧ ପାଇଁ ବିରୋଧ କରିବା ଅନୁଚିତ । ଜନସ୍ୱାର୍ଥକୁ ସର୍ବୋପରି ରଖିବା ଦରକାର । ଦଳୀୟ ରାଜନୀତି ଊର୍ଦ୍ଧ୍ୱରେ ଉଠି ଦେଶ ହିତ ବିଷୟରେ ଚିନ୍ତା କରିବା ସମୟର ଆହ୍ୱାନ । [378, 916, 742, 1272]
history-item: ବସ୍ତିର ଅଧିବାସୀଙ୍କ ପାଇଁ ନୂଆ ଯୋଜନା । [8, 1518, 186, 1531]
left-article-2-body [8, 831, 358, 1096]
sudoku-cell: 8 [325, 2163, 339, 2177]
ads-label: କେବଳ ବିଜ୍ଞାପନ ପାଇଁ ବ୍ୟବହାର କରନ୍ତୁ : [1223, 2201, 1393, 2213]
sudoku-cell: 5 [53, 1789, 91, 1822]
sudoku-cell [281, 1855, 319, 1888]
sudoku-cell [129, 1690, 167, 1723]
letter-4-title: ସବୁ ବିଭାଗରେ ଅବହେଳା [854, 2247, 1002, 2266]
masthead-quote: ମଣିଷ କେବେ ବି ନିଜ ପ୍ରଜ୍ଞାରେ ନିଜକୁ ମଣିଷଠାରୁ ଅଧିକ କିଛି କରିପାରିବ ନାହିଁ । ମାନେ, ବିଦ୍ୟ ମଣିଷ କରିପାରିବ ନାହିଁ । ... ମଣିଷର ପ୍ରକୃତି ଭିତରକୁ ଚିହ୍ନ ବିଦ୍ୟ ପ୍ରକୃତି ଅବତରଣ କଲା ପରେ ହିଁ ଏ ମଣିଷର ଆଧାର ଦିବ୍ୟଗୁଣ ସମ୍ପନ୍ନ ହୋଇପାରେ । [394, 11, 899, 63]
sudoku-cell: 6 [227, 2121, 241, 2135]
sudoku-cell [167, 1855, 205, 1888]
sudoku-cell [281, 1690, 319, 1723]
quote-line: (ବର୍ଷାଚରି) [139, 160, 190, 175]
right-body-text: ମିଶରରେ ଦେଶ ମିଶର, ଯାହା ଏବେ ଭରିପୂର ଜନମତରେ ଉତ୍ତପ୍ତ । ସରକାରୀ ଶାସନ ବିରୋଧରେ ଜନତା ପ୍ରତିବାଦ କରୁଛି । ଏହି ସମୟରେ ଆନ୍ତର୍ଜାତିକ ପରମାଣୁ ଶକ୍ତି ସଂସ୍ଥାର ପୂର୍ବତନ ମହାନିର୍ଦ୍ଦେଶକ ମହମ୍ମଦ ଏଲ୍‌ବାରାଦେ ଏକ ଗୁରୁତ୍ୱପୂର୍ଣ୍ଣ ଭୂମିକା ନେଇଛନ୍ତି । [1138, 69, 1492, 113]
history-date: /୩୮ଫେବ୍ରୁଆରୀ ୧୯୮୬ [197, 1459, 324, 1475]
sudoku-cell: 2 [269, 2191, 283, 2205]
person-side-text: ଆରବୀୟ, ଫରାସୀ ଏବଂ ଇଂରାଜୀ ଭାଷାରେ ପାରଙ୍ଗମ । ୧୯୬୨ରେ କାଇରୋ ବିଶ୍ୱବିଦ୍ୟାଳୟରୁ ଆଇନ ବିଭାଗରେ ସ୍ନାତକ ଡିଗ୍ରୀ ହାସଲ କରିଥିଲେ । [1358, 837, 1490, 912]
bottom-rule [376, 1880, 1494, 1883]
sudoku-cell [53, 1756, 91, 1789]
sudoku-box [4, 1592, 362, 2062]
history-item: ବଜେଟ୍ ବିରୋଧରେ ବିକ୍ଷୋଭ ପ୍ରଦର୍ଶନ । [8, 1502, 172, 1515]
sudoku-cell: 7 [213, 2107, 227, 2121]
sudoku-note: ଏହାର ଉତ୍ତର ଆସନ୍ତାକାଲି ପ୍ରକାଶ ପାଇବ । [86, 2036, 284, 2049]
left-section-bar [8, 235, 22, 279]
column-sig: (ଲେଖକ ରାଜିନୀ-ଗବେଷକ ଓ ଆନାଲାଇଜର ଭାରତ ଭାଇ ଜ ଏକ ସ୍ପେଶିଆଲିଷ୍ଟ) [795, 760, 1085, 771]
paper-logo [906, 13, 1106, 113]
history-title: ପଚିଶ ବର୍ଷ ତଳର ଧରିତ୍ରୀ... [8, 1456, 198, 1476]
right-headline [1136, 6, 1492, 62]
sudoku-cell: 3 [255, 2121, 269, 2135]
sudoku-cell: 3 [243, 1756, 281, 1789]
headline-1 [376, 126, 1124, 206]
left-section-header [4, 222, 362, 286]
contact-email-2-note[interactable]: :miku11@yahoo.com (Use only for advertisements, commercial queries) [1181, 2235, 1435, 2263]
sudoku-cell: 3 [269, 2079, 283, 2093]
filler-text: ଗତ କିଛି ଦିନ ହେଲା ଶ୍ରୀମନ୍ଦିରରେ ନୀତି ବିଳମ୍ବ ହେଉଥିବା ଖବର ଆସୁଛି । ଭକ୍ତମାନେ ମହାପ୍ରଭୁଙ୍କ ଦର୍ଶନ ପାଇଁ ଘଣ୍ଟା ଘଣ୍ଟା ଅପେକ୍ଷା କରୁଛନ୍ତି । ମନ୍ଦିର ପ୍ରଶାସନ ଏ ଦିଗରେ ଦୃଷ୍ଟି ଦେବା ଆବଶ୍ୟକ । ସେବାୟତମାନଙ୍କ ମଧ୍ୟରେ ସମନ୍ୱୟ ରକ୍ଷା କରି ନୀତିକାନ୍ତି ଠିକ୍ ସମୟରେ ସମ୍ପନ୍ନ କରିବା ଦରକାର । [387, 2184, 727, 2243]
letter-5-body [1129, 1893, 1487, 2093]
body-1-text: ଦୁର୍ନୀତିକୁ ନେଇ କେନ୍ଦ୍ର ସରକାର ଏବେ ଯେଉଁ ପଦକ୍ଷେପ ନେଉଛନ୍ତି ତାହା ଅଧିକାରୀଙ୍କ ମଧ୍ୟରେ ଆତଙ୍କ ସୃଷ୍ଟି କରିଛି । [378, 653, 744, 681]
sudoku-cell [129, 1822, 167, 1855]
sudoku-cell [205, 1756, 243, 1789]
sudoku-cell: 9 [319, 1756, 357, 1789]
sudoku-cell: 3 [325, 2177, 339, 2191]
quote-box [4, 2, 362, 214]
sudoku-cell: 8 [255, 2107, 269, 2121]
sudoku-cell [243, 1690, 281, 1723]
letter-1-title: ମହାଦେବ ଶୋଷରେ [499, 1931, 615, 1950]
sudoku-cell [167, 1690, 205, 1723]
sudoku-cell: 4 [325, 2149, 339, 2163]
sudoku-cell: 1 [213, 2121, 227, 2135]
sudoku-cell: 1 [91, 1657, 129, 1690]
solution-label: ଗତକାଲି ପ୍ରକାଶିତ ପ୍ରହେଳିକାର ଉତ୍ତର [185, 2314, 349, 2325]
center-col-6 [756, 564, 1124, 754]
sudoku-cell: 5 [241, 2191, 255, 2205]
history-box [4, 1448, 362, 1586]
sudoku-cell: 3 [91, 1822, 129, 1855]
sudoku-cell [319, 1921, 357, 1954]
sudoku-cell: 4 [255, 2191, 269, 2205]
filler-text: ପରେ ସେ ନ୍ୟୁୟର୍କ ବିଶ୍ୱବିଦ୍ୟାଳୟରୁ ଆନ୍ତର୍ଜାତିକ ଆଇନରେ ଡକ୍ଟରେଟ୍ ଡିଗ୍ରୀ ହାସଲ କରିଥିଲେ । ୧୯୬୪ରେ ମିଶର ବୈଦେଶିକ ସେବାରେ ଯୋଗ ଦେଇଥିଲେ । [1358, 914, 1492, 1005]
sudoku-cell [15, 1888, 53, 1921]
sudoku-cell: 6 [243, 1822, 281, 1855]
sudoku-cell: 4 [213, 2177, 227, 2191]
sudoku-cell: 2 [281, 1789, 319, 1822]
masthead-quote-author: -ଶ୍ରୀଅରବିନ୍ଦ [766, 97, 828, 111]
sudoku-cell: 4 [15, 1822, 53, 1855]
filler-text: ପ୍ରଧାନମନ୍ତ୍ରୀ କାର୍ଯ୍ୟାଳୟ ଏହି ପ୍ରସଙ୍ଗରେ ସମ୍ପୃକ୍ତ ମନ୍ତ୍ରଣାଳୟଠାରୁ ସ୍ପଷ୍ଟୀକରଣ ଲୋଡ଼ିଛି । ଦୁର୍ନୀତି ଅଭିଯୋଗରେ ଥିବା ଅଧିକାରୀଙ୍କ ତାଲିକା ପ୍ରସ୍ତୁତ କରାଯାଉଛି । ଏଥିରେ ବହୁ ବରିଷ୍ଠ ଅଧିକାରୀଙ୍କ ନାମ ରହିଛି ବୋଲି ସୂଚନା ମିଳିଛି । [378, 469, 598, 544]
quote-line: କି କଥା ଗୁଣି ଗୁଣି [77, 109, 161, 124]
sudoku-cell: 8 [15, 1756, 53, 1789]
sudoku-cell: 3 [297, 2149, 311, 2163]
quote-box-title: ଚିରନ୍ତନୀ [19, 12, 183, 56]
sudoku-cell [91, 1888, 129, 1921]
sudoku-solution-box [4, 2068, 362, 2334]
sudoku-cell [91, 1789, 129, 1822]
sudoku-cell: 6 [255, 2163, 269, 2177]
lead-1-text: ଦୁର୍ନୀତିକୁ ନେଇ କେନ୍ଦ୍ର ସରକାର ଯେଉଁ କଥା କହୁଛନ୍ତି ତାହା ଜନସାଧାରଣଙ୍କ ମନରେ ଆଶ୍ୱାସନା ଆଣିପାରୁନାହିଁ । ପ୍ରଧାନମନ୍ତ୍ରୀ ଦୁର୍ନୀତି ବିରୋଧରେ କଠୋର ପଦକ୍ଷେପ ନେବାକୁ ପ୍ରତିଶ୍ରୁତି ଦେଇଛନ୍ତି । [378, 213, 744, 257]
sudoku-cell [53, 1855, 91, 1888]
sudoku-cell [281, 1657, 319, 1690]
filler-text: ନୂଆ ଅନୁସନ୍ଧାନ ଦଳ ଗଠନ କରାଯିବା ପରେ ଅଧିକାରୀଙ୍କ ମଧ୍ୟରେ ଚାପ ବଢ଼ିଛି । ଅନେକ ଅଧିକାରୀ ସ୍ୱେଚ୍ଛା ଅବସର ନେବାକୁ ଚିନ୍ତା କରୁଛନ୍ତି । ଉଚ୍ଚସ୍ତରୀୟ ବୈଠକରେ ଏହି ସମସ୍ୟାର ସମାଧାନ ପାଇଁ ଆଲୋଚନା କରାଯାଇଛି । ପ୍ରଶାସନିକ ସଂସ୍କାର ଆୟୋଗର ସୁପାରିସ କାର୍ଯ୍ୟକାରୀ କରିବାକୁ ନିଷ୍ପତ୍ତି ନିଆଯାଇଛି । ଏହାଦ୍ୱାରା ସ୍ୱଚ୍ଛତା ଆସିବ ବୋଲି ଆଶା କରାଯାଉଛି । [756, 565, 1124, 640]
sudoku-cell: 6 [325, 2107, 339, 2121]
sudoku-cell: 5 [297, 2121, 311, 2135]
sudoku-cell: 5 [227, 2107, 241, 2121]
sudoku-cell: 1 [311, 2107, 325, 2121]
sudoku-cell: 2 [255, 2135, 269, 2149]
sudoku-cell [15, 1921, 53, 1954]
sudoku-cell: 2 [167, 1723, 205, 1756]
left-article-2-title: ଜଗତର ନାଥ ସୀମିତ ନୁହନ୍ତି [8, 762, 324, 797]
filler-text: କେନ୍ଦ୍ର ସରକାରଙ୍କ ନିର୍ଦ୍ଦେଶ ପରେ ସମସ୍ତ ମନ୍ତ୍ରଣାଳୟ ନିଜ ନିଜ ରିପୋର୍ଟ ଦାଖଲ କରିବେ । [900, 469, 1124, 497]
sudoku-cell [53, 1822, 91, 1855]
left-article-1 [4, 294, 362, 748]
history-item: ରେଲୱେ ଚାର୍ଜ ବିରୋଧରେ ଲୋକ ଆନ୍ଦୋଳନ । [8, 1486, 193, 1499]
sudoku-cell: 6 [241, 2177, 255, 2191]
sudoku-cell: 5 [311, 2163, 325, 2177]
sudoku-cell: 2 [241, 2149, 255, 2163]
body-2-sig: (ଲୋକସଭା ସଦସ୍ୟ, କେନ୍ଦ୍ରାପଡ଼ା) [989, 1218, 1124, 1231]
sudoku-cell: 8 [205, 1888, 243, 1921]
column-rule [368, 0, 370, 2339]
left-article-2 [4, 754, 362, 1444]
sudoku-cell: 8 [227, 2079, 241, 2093]
sudoku-cell [15, 1657, 53, 1690]
person-label-box [1138, 836, 1268, 882]
left-article-2-author: ପଣ୍ଡିତ ରାମକୃଷ୍ଣ ମିଶ୍ର [95, 804, 271, 825]
subhead-1-text: ପିଏମ୍‌ଓ ଲୋଡ଼ିଲେ ସ୍ପଷ୍ଟୀକରଣ [834, 435, 1046, 455]
letter-1-body [387, 1955, 727, 2155]
sudoku-cell: 1 [167, 1888, 205, 1921]
sudoku-cell: 5 [283, 2135, 297, 2149]
sudoku-cell [53, 1921, 91, 1954]
sudoku-cell [319, 1723, 357, 1756]
sudoku-title: ସୁ-ଡୋ-କୁ [190, 1600, 354, 1644]
sudoku-cell [243, 1723, 281, 1756]
sudoku-cell: 7 [227, 2149, 241, 2163]
right-headline-text: ମଙ୍ଗଧାରୀ ଏଲ୍‌ବାରାଦେ [1178, 16, 1450, 51]
sudoku-cell: 3 [129, 1657, 167, 1690]
india-map-icon [292, 228, 352, 284]
sudoku-cell [53, 1657, 91, 1690]
sudoku-cell: 9 [227, 2191, 241, 2205]
sudoku-cell: 4 [227, 2135, 241, 2149]
center-col-7 [378, 884, 742, 1874]
sudoku-cell: 1 [241, 2079, 255, 2093]
sudoku-cell: 6 [311, 2149, 325, 2163]
subhead-2-text: ଆତଙ୍କିତ ବାବୁ [510, 624, 612, 644]
sudoku-cell [129, 1756, 167, 1789]
filler-text: କଳାହାଣ୍ଡି ଜିଲ୍ଲାର ଏକ ପଞ୍ଚାୟତରେ ସରକାରୀ ବିଭାଗଗୁଡ଼ିକ ଅବହେଳା କରୁଛନ୍ତି । ରାସ୍ତା ଓ ବିଦ୍ୟାଳୟ ନିର୍ମାଣ କାର୍ଯ୍ୟ ଅଧାରେ ରହିଛି । [739, 2272, 1117, 2300]
sudoku-cell [205, 1822, 243, 1855]
sudoku-cell: 6 [205, 1657, 243, 1690]
sudoku-cell: 8 [91, 1921, 129, 1954]
sudoku-cell: 1 [283, 2163, 297, 2177]
sudoku-brand: su|do|ku [12, 1604, 128, 1632]
sudoku-cell: 9 [297, 2177, 311, 2191]
sudoku-cell [167, 1756, 205, 1789]
filler-text: ୧୯୮୪ରେ ସେ ଆନ୍ତର୍ଜାତିକ ପରମାଣୁ ଶକ୍ତି ସଂସ୍ଥାରେ ଯୋଗ ଦେଇଥିଲେ । ସେଠାରେ ବିଭିନ୍ନ ଗୁରୁତ୍ୱପୂର୍ଣ୍ଣ ପଦବୀରେ କାର୍ଯ୍ୟ କରିବା ପରେ ୧୯୯୭ରେ ମହାନିର୍ଦ୍ଦେଶକ ଭାବେ ନିଯୁକ୍ତ ହୋଇଥିଲେ । ଏହି ପଦବୀରେ ସେ ତିନି ଥର ପୁନର୍ନିଯୁକ୍ତ ହୋଇ ୨୦୦୯ ପର୍ଯ୍ୟନ୍ତ କାର୍ଯ୍ୟ କରିଥିଲେ । ଇରାକରେ ଜନବିନାଶକାରୀ ଅସ୍ତ୍ର ଥିବା ଦାବିକୁ ସେ ଖଣ୍ଡନ କରିଥିଲେ । ଏହା ଆମେରିକା ସହ ତାଙ୍କ ସମ୍ପର୍କରେ ତିକ୍ତତା ସୃଷ୍ଟି କରିଥିଲା । ଇରାନ ପରମାଣୁ କାର୍ଯ୍ୟକ୍ରମ ପ୍ରସଙ୍ଗରେ ମଧ୍ୟ ସେ କୂଟନୈତିକ ସମାଧାନ ପାଇଁ ଚାପ ପକାଇଥିଲେ । ୨୦୦୫ରେ ତାଙ୍କୁ ଓ ଆନ୍ତର୍ଜାତିକ ପରମାଣୁ ଶକ୍ତି ସଂସ୍ଥାକୁ ମିଳିତ ଭାବେ ନୋବେଲ ଶାନ୍ତି ପୁରସ୍କାର ପ୍ରଦାନ କରାଯାଇଥିଲା । ପରମାଣୁ ଶକ୍ତିର ଶାନ୍ତିପୂର୍ଣ୍ଣ ବ୍ୟବହାର ସୁନିଶ୍ଚିତ କରିବା ପାଇଁ ତାଙ୍କ ପ୍ରୟାସକୁ ଏହି ସମ୍ମାନ ମିଳିଥିଲା । ଅବସର ପରେ ସେ ମିଶରକୁ ଫେରି ରାଜନୈତିକ ସଂସ୍କାର ପାଇଁ ଅଭିଯାନ ଆରମ୍ଭ କରିଥିଲେ । ସେ ନ୍ୟାସନାଲ ଆସୋସିଏସନ୍ ଫର୍ ଚେଞ୍ଜ ନାମକ ଏକ ମଞ୍ଚ ଗଠନ କରିଥିଲେ । ଏହି ମଞ୍ଚ ସମ୍ବିଧାନ ସଂଶୋଧନ ଓ ସ୍ୱଚ୍ଛ ନିର୍ବାଚନ ଦାବି କରିଆସୁଛି । ଏବେ ସେ ଦେଶର ଭବିଷ୍ୟତ ନେତୃତ୍ୱ ପାଇଁ ଏକ ପ୍ରମୁଖ ଦାବିଦାର ଭାବେ ଉଭା ହୋଇଛନ୍ତି । ତାଙ୍କ ବିଚକ୍ଷଣତା ଓ ଆନ୍ତର୍ଜାତିକ ଅନୁଭବ ମିଶରକୁ ଏକ ନୂଆ ଦିଗ ଦେଇପାରିବ ବୋଲି ଅନେକ ଆଶା କରୁଛନ୍ତି । ତେବେ ସମୟ ହିଁ କହିବ ଯେ ସେ ଏହି ଆଶା ପୂରଣ କରିପାରିବେ କି ନାହିଁ । ମିଶରର ଜନତା ଗଣତନ୍ତ୍ର ପାଇଁ ଯେଉଁ ସଂଗ୍ରାମ ଆରମ୍ଭ କରିଛନ୍ତି ତାହା ଇତିହାସରେ ଲିପିବଦ୍ଧ ହେବ । [1138, 1228, 1492, 1475]
sudoku-cell: 3 [283, 2191, 297, 2205]
sudoku-cell: 4 [297, 2079, 311, 2093]
sudoku-cell [319, 1657, 357, 1690]
sudoku-cell: 3 [53, 1888, 91, 1921]
quote-line: ବରଷା ସିରି ସିରି [77, 75, 154, 90]
masthead [385, 2, 1113, 118]
filler-text: ମହାଶୟ, ଧରିତ୍ରୀରେ ପ୍ରକାଶିତ ଖବର ପଢ଼ି ଜାଣିଲି ଯେ ମହାଦେବଙ୍କ ମନ୍ଦିରର ଦୁରବସ୍ଥା ହୋଇଛି । ଏହା ଅତ୍ୟନ୍ତ ଦୁଃଖର ବିଷୟ । ପୁରାତନ ମନ୍ଦିରଗୁଡ଼ିକ ଆମର ସାଂସ୍କୃତିକ ଐତିହ୍ୟ । ଏଗୁଡ଼ିକର ସୁରକ୍ଷା ପାଇଁ ପ୍ରତ୍ନତତ୍ତ୍ୱ ବିଭାଗ ଆଗେଇ ଆସିବା ଦରକାର । ଦେବୋତ୍ତର ବିଭାଗ ମଧ୍ୟ ଏ ଦିଗରେ ଧ୍ୟାନ ଦେବା ଉଚିତ । ଆଶା କରୁଛି ସମ୍ପୃକ୍ତ କର୍ତ୍ତୃପକ୍ଷ ଶୀଘ୍ର ପଦକ୍ଷେପ ନେବେ । [387, 1987, 727, 2062]
sudoku-cell [243, 1855, 281, 1888]
filler-text: ସରକାର କହୁଛନ୍ତି ଯେ ଦୋଷୀମାନଙ୍କୁ କ୍ଷମା ଦିଆଯିବ ନାହିଁ । କେନ୍ଦ୍ରୀୟ ଅନୁସନ୍ଧାନ ବ୍ୟୁରୋ ଏ ଦିଗରେ ଜୋରଦାର ତଦନ୍ତ ଆରମ୍ଭ କରିଛି । ଅନେକ ବରିଷ୍ଠ ଅଧିକାରୀଙ୍କୁ ପଚରାଉଚରା କରାଯାଉଛି । ସୁପ୍ରିମକୋର୍ଟ ମଧ୍ୟ ଏହି ମାମଲାରେ କଡ଼ା ଟିପ୍ପଣୀ ଦେଇଛନ୍ତି । ବିଚାର ବିଭାଗର ନିରପେକ୍ଷ ଭୂମିକା ଦୁର୍ନୀତି ବିରୋଧୀ ଲଢ଼େଇକୁ ଶକ୍ତି ଯୋଗାଇଛି । ତେବେ କେବଳ ଆଇନ ଦ୍ୱାରା ଦୁର୍ନୀତି ଦୂର ହୋଇପାରିବ ନାହିଁ । ସାମାଜିକ ସଚେତନତା ଓ ନୈତିକ ମୂଲ୍ୟବୋଧ ଜାଗ୍ରତ କରିବା ଆବଶ୍ୟକ । ନାଗରିକମାନେ ମଧ୍ୟ ନିଜ ଦାୟିତ୍ୱ ବୁଝିବା ଦରକାର । ଲାଞ୍ଚ ନ ଦେବା ଓ ନ ନେବା ପାଇଁ ସଂକଳ୍ପ ନେବା ଦରକାର । [756, 213, 1124, 319]
sudoku-cell: 2 [311, 2177, 325, 2191]
sudoku-cell [129, 1789, 167, 1822]
sudoku-cell: 2 [213, 2163, 227, 2177]
sudoku-cell: 6 [213, 2079, 227, 2093]
column-author: ଦିଲୀପ ଚେରିଏନ [688, 520, 892, 554]
center-col-1 [378, 212, 744, 462]
sudoku-cell [319, 1690, 357, 1723]
sudoku-cell: 2 [325, 2121, 339, 2135]
sudoku-cell: 9 [243, 1657, 281, 1690]
sudoku-cell: 1 [325, 2135, 339, 2149]
contact-email-2[interactable]: E-mail:advt@dharitri.com [1218, 2218, 1398, 2233]
sudoku-cell: 4 [241, 2093, 255, 2107]
sudoku-cell [243, 1888, 281, 1921]
